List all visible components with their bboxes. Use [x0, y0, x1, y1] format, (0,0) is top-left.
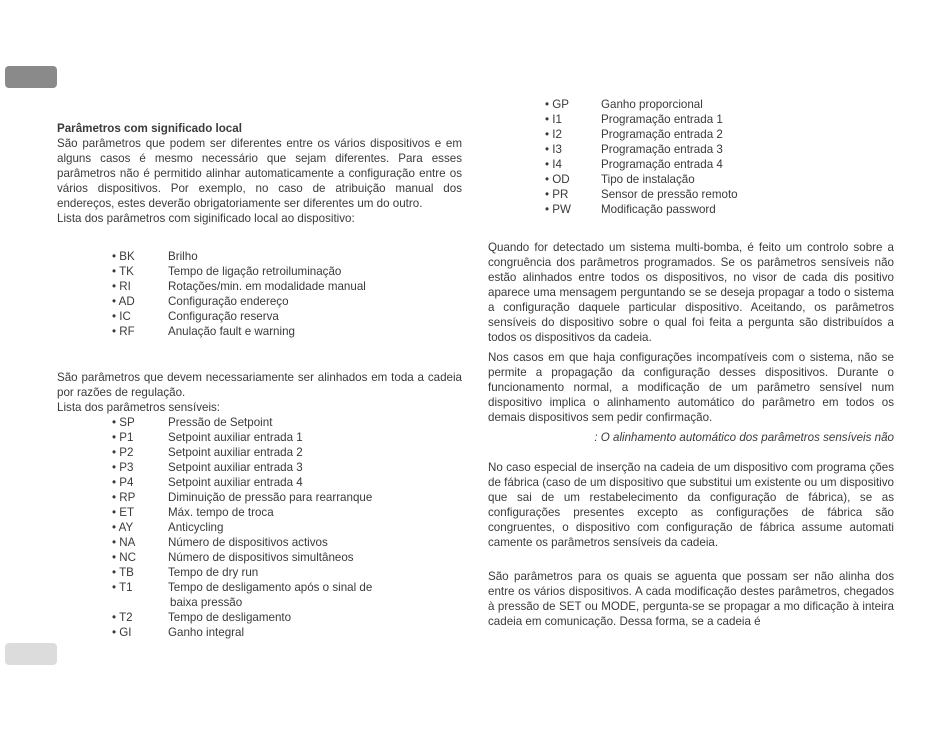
left-column	[57, 121, 462, 640]
param-code: • AY	[112, 521, 134, 534]
param-item	[545, 142, 894, 157]
local-list-title: Lista dos parâmetros com siginificado local ao dispositivo:	[57, 212, 355, 225]
param-code: • I1	[545, 113, 562, 126]
param-code	[112, 595, 168, 610]
param-code: • TK	[112, 265, 134, 278]
param-description: Programação entrada 2	[601, 128, 723, 141]
param-description: Máx. tempo de troca	[168, 506, 274, 519]
param-code: • GI	[112, 626, 132, 639]
param-item	[112, 595, 462, 610]
param-item	[112, 625, 462, 640]
param-description: Tempo de desligamento	[168, 611, 292, 624]
param-code: • GP	[545, 98, 570, 111]
param-code: • RP	[112, 491, 136, 504]
param-item	[545, 187, 894, 202]
auto-align-note: : O alinhamento automático dos parâmetros sensíveis não	[594, 431, 894, 444]
param-description: Ganho proporcional	[601, 98, 703, 111]
param-item	[112, 324, 462, 339]
param-code: • P3	[112, 461, 134, 474]
param-description: Brilho	[168, 250, 198, 263]
sensitive-params-intro: São parâmetros que devem necessariamente ser alinhados em toda a cadeia por razões de regulação.	[57, 371, 462, 399]
param-description: Modificação password	[601, 203, 716, 216]
param-item	[112, 490, 462, 505]
param-item	[112, 309, 462, 324]
param-description: Pressão de Setpoint	[168, 416, 273, 429]
sensitive-list-title: Lista dos parâmetros sensíveis:	[57, 401, 221, 414]
param-item	[545, 172, 894, 187]
param-description: Anticycling	[168, 521, 224, 534]
incompatible-config-paragraph: Nos casos em que haja configurações incompatíveis com o sistema, não se permite a propagação da configuração desses dispositivos. Durante o funcionamento normal, a modificação de um parâmetro sensível num dispositivo implica o alinhamento automático do parâmetro em todos os demais dispositivos sem pedir confirmação.	[488, 351, 894, 424]
param-item	[112, 535, 462, 550]
local-params-list	[112, 249, 462, 339]
param-code: • P1	[112, 431, 134, 444]
param-code: • NC	[112, 551, 137, 564]
param-description: baixa pressão	[170, 596, 243, 609]
param-code: • RI	[112, 280, 131, 293]
param-description: Tempo de desligamento após o sinal de	[168, 581, 373, 594]
param-description: Tempo de dry run	[168, 566, 259, 579]
param-code: • I2	[545, 128, 562, 141]
param-item	[545, 97, 894, 112]
param-code: • I3	[545, 143, 562, 156]
param-code: • ET	[112, 506, 135, 519]
right-params-list	[545, 97, 894, 217]
param-description: Número de dispositivos activos	[168, 536, 328, 549]
param-description: Ganho integral	[168, 626, 245, 639]
param-item	[112, 445, 462, 460]
param-description: Programação entrada 3	[601, 143, 723, 156]
multi-pump-paragraph: Quando for detectado um sistema multi-bomba, é feito um controlo sobre a congruência dos parâmetros programados. Se os parâmetros sensíveis não estão alinhados entre todos os dispositivos, no visor de cada dis positivo aparece uma mensagem perguntando se se deseja propagar a todo o sistema a configuração daquele particular dispositivo. Aceitando, os parâmetros sensíveis do dispositivo sobre o qual foi feita a pergunta são distribuídos a todos os dispositivos da cadeia.	[488, 241, 894, 344]
param-description: Programação entrada 4	[601, 158, 723, 171]
param-item	[112, 294, 462, 309]
param-item	[545, 202, 894, 217]
param-item	[545, 112, 894, 127]
param-item	[112, 415, 462, 430]
param-code: • PR	[545, 188, 569, 201]
param-item	[112, 475, 462, 490]
param-code: • IC	[112, 310, 131, 323]
param-code: • P2	[112, 446, 134, 459]
sensitive-params-list	[112, 415, 462, 640]
param-code: • T2	[112, 611, 133, 624]
param-item	[112, 249, 462, 264]
param-code: • BK	[112, 250, 135, 263]
param-item	[112, 610, 462, 625]
factory-settings-paragraph: No caso especial de inserção na cadeia de um dispositivo com programa ções de fábrica (caso de um dispositivo que substitui um existente ou um dispositivo que sai de um restabelecimento da configuração de fábrica), se as configurações presentes excepto as configurações de fábrica são congruentes, o dispositivo com configuração de fábrica assume automati camente os parâmetros sensíveis da cadeia.	[488, 461, 894, 549]
param-description: Diminuição de pressão para rearranque	[168, 491, 373, 504]
local-params-intro: São parâmetros que podem ser diferentes entre os vários dispositivos e em alguns casos é mesmo necessário que sejam diferentes. Para esses parâmetros não é permitido alinhar automaticamente a configuração entre os vários dispositivos. Por exemplo, no caso de atribuição manual dos endereços, estes deverão obrigatoriamente ser diferentes um do outro.	[57, 137, 462, 210]
param-description: Rotações/min. em modalidade manual	[168, 280, 366, 293]
param-item	[112, 264, 462, 279]
param-description: Configuração endereço	[168, 295, 289, 308]
local-params-heading: Parâmetros com significado local	[57, 122, 242, 135]
param-item	[112, 505, 462, 520]
param-description: Tempo de ligação retroiluminação	[168, 265, 342, 278]
param-code: • SP	[112, 416, 135, 429]
param-item	[112, 580, 462, 595]
param-item	[545, 157, 894, 172]
param-description: Setpoint auxiliar entrada 4	[168, 476, 303, 489]
param-item	[112, 550, 462, 565]
param-code: • T1	[112, 581, 133, 594]
param-item	[545, 127, 894, 142]
right-column	[488, 97, 894, 629]
param-description: Setpoint auxiliar entrada 1	[168, 431, 303, 444]
param-code: • NA	[112, 536, 136, 549]
param-description: Programação entrada 1	[601, 113, 723, 126]
param-code: • AD	[112, 295, 135, 308]
param-description: Setpoint auxiliar entrada 2	[168, 446, 303, 459]
param-code: • OD	[545, 173, 570, 186]
param-item	[112, 460, 462, 475]
param-code: • RF	[112, 325, 135, 338]
page-tab-marker-top	[5, 66, 57, 88]
param-item	[112, 520, 462, 535]
param-item	[112, 565, 462, 580]
param-code: • TB	[112, 566, 134, 579]
optional-alignment-paragraph: São parâmetros para os quais se aguenta que possam ser não alinha dos entre os vários dispositivos. A cada modificação destes parâmetros, chegados à pressão de SET ou MODE, pergunta-se se propagar a mo dificação à inteira cadeia em comunicação. Dessa forma, se a cadeia é	[488, 570, 894, 628]
param-code: • I4	[545, 158, 562, 171]
param-item	[112, 430, 462, 445]
param-item	[112, 279, 462, 294]
param-description: Tipo de instalação	[601, 173, 695, 186]
page-tab-marker-bottom	[5, 643, 57, 665]
param-code: • P4	[112, 476, 134, 489]
param-description: Setpoint auxiliar entrada 3	[168, 461, 303, 474]
param-description: Configuração reserva	[168, 310, 279, 323]
param-description: Número de dispositivos simultâneos	[168, 551, 354, 564]
param-description: Sensor de pressão remoto	[601, 188, 738, 201]
param-code: • PW	[545, 203, 571, 216]
param-description: Anulação fault e warning	[168, 325, 295, 338]
